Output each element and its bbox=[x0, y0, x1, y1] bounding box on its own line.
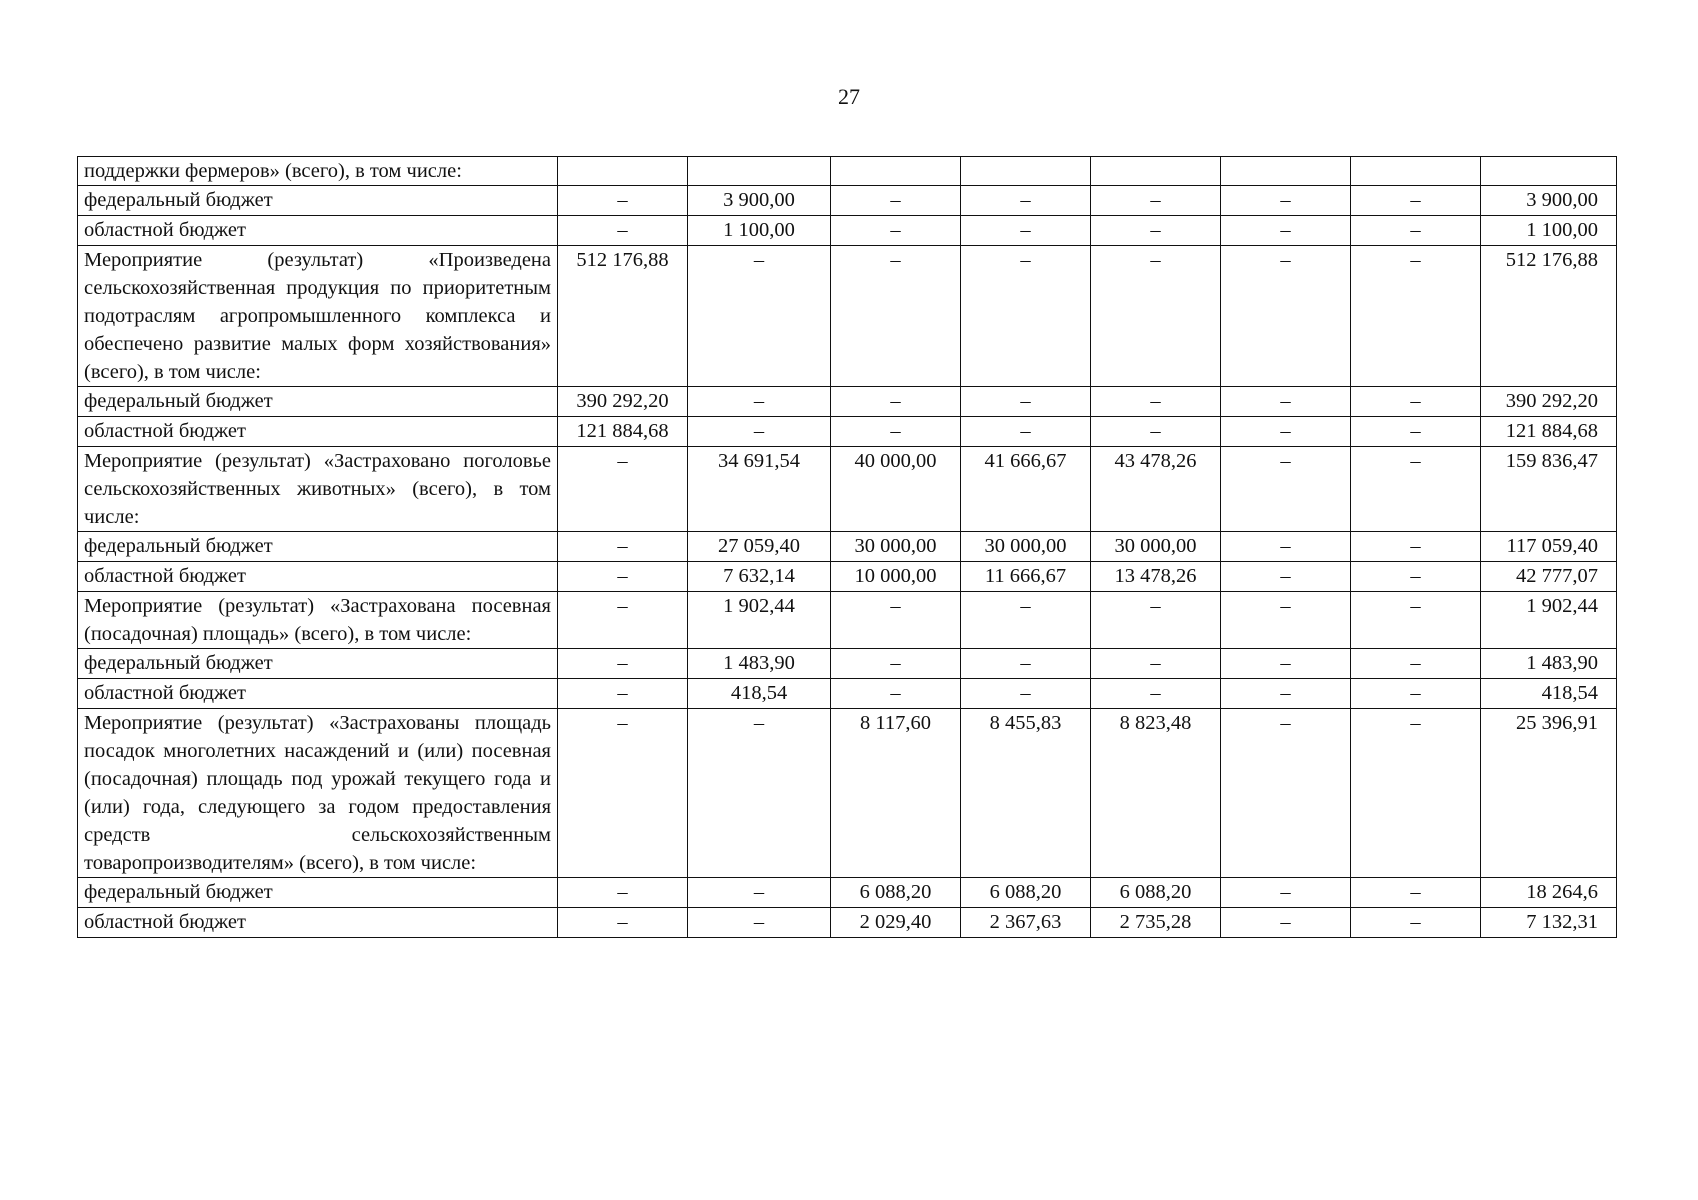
row-label: областной бюджет bbox=[78, 216, 558, 246]
value-cell: 2 735,28 bbox=[1091, 908, 1221, 938]
value-cell: – bbox=[1351, 679, 1481, 709]
total-cell: 1 902,44 bbox=[1481, 592, 1617, 649]
value-cell: – bbox=[558, 679, 688, 709]
value-cell bbox=[558, 157, 688, 186]
value-cell: – bbox=[1351, 878, 1481, 908]
value-cell bbox=[1351, 157, 1481, 186]
value-cell: – bbox=[1351, 447, 1481, 532]
table-row bbox=[78, 216, 1617, 246]
value-cell: 2 367,63 bbox=[961, 908, 1091, 938]
row-label: областной бюджет bbox=[78, 562, 558, 592]
value-cell: 41 666,67 bbox=[961, 447, 1091, 532]
value-cell: 40 000,00 bbox=[831, 447, 961, 532]
value-cell: – bbox=[1091, 186, 1221, 216]
row-label: федеральный бюджет bbox=[78, 878, 558, 908]
value-cell: 13 478,26 bbox=[1091, 562, 1221, 592]
value-cell: – bbox=[558, 562, 688, 592]
value-cell: 7 632,14 bbox=[688, 562, 831, 592]
value-cell: – bbox=[558, 186, 688, 216]
value-cell: – bbox=[558, 532, 688, 562]
row-label: областной бюджет bbox=[78, 679, 558, 709]
table-row bbox=[78, 186, 1617, 216]
value-cell: – bbox=[961, 592, 1091, 649]
value-cell: – bbox=[1351, 649, 1481, 679]
value-cell: 8 823,48 bbox=[1091, 709, 1221, 878]
total-cell: 3 900,00 bbox=[1481, 186, 1617, 216]
value-cell: – bbox=[688, 387, 831, 417]
row-label: федеральный бюджет bbox=[78, 186, 558, 216]
table-row bbox=[78, 417, 1617, 447]
value-cell: – bbox=[1351, 592, 1481, 649]
row-label: поддержки фермеров» (всего), в том числе: bbox=[78, 157, 558, 186]
value-cell: 34 691,54 bbox=[688, 447, 831, 532]
value-cell: – bbox=[558, 649, 688, 679]
value-cell bbox=[831, 157, 961, 186]
table-row bbox=[78, 592, 1617, 649]
value-cell: – bbox=[558, 216, 688, 246]
table-row bbox=[78, 157, 1617, 186]
value-cell: – bbox=[1221, 417, 1351, 447]
value-cell: 390 292,20 bbox=[558, 387, 688, 417]
table-row bbox=[78, 387, 1617, 417]
value-cell: – bbox=[1221, 562, 1351, 592]
value-cell: 10 000,00 bbox=[831, 562, 961, 592]
value-cell: – bbox=[1351, 908, 1481, 938]
value-cell: – bbox=[831, 216, 961, 246]
value-cell: 8 455,83 bbox=[961, 709, 1091, 878]
value-cell: – bbox=[831, 592, 961, 649]
row-label: федеральный бюджет bbox=[78, 649, 558, 679]
total-cell: 25 396,91 bbox=[1481, 709, 1617, 878]
value-cell: – bbox=[831, 417, 961, 447]
value-cell: 11 666,67 bbox=[961, 562, 1091, 592]
total-cell: 1 483,90 bbox=[1481, 649, 1617, 679]
value-cell: – bbox=[1221, 532, 1351, 562]
value-cell: – bbox=[1221, 592, 1351, 649]
value-cell: – bbox=[1351, 246, 1481, 387]
value-cell: 6 088,20 bbox=[961, 878, 1091, 908]
table-row bbox=[78, 649, 1617, 679]
total-cell: 512 176,88 bbox=[1481, 246, 1617, 387]
value-cell bbox=[1221, 157, 1351, 186]
total-cell: 418,54 bbox=[1481, 679, 1617, 709]
value-cell: – bbox=[558, 908, 688, 938]
value-cell: – bbox=[1091, 679, 1221, 709]
value-cell: 27 059,40 bbox=[688, 532, 831, 562]
total-cell: 121 884,68 bbox=[1481, 417, 1617, 447]
value-cell: – bbox=[688, 417, 831, 447]
budget-table-body bbox=[78, 157, 1617, 938]
value-cell: – bbox=[1351, 387, 1481, 417]
total-cell: 390 292,20 bbox=[1481, 387, 1617, 417]
value-cell: – bbox=[688, 246, 831, 387]
page-number: 27 bbox=[838, 84, 860, 109]
value-cell: – bbox=[1091, 592, 1221, 649]
value-cell bbox=[1091, 157, 1221, 186]
value-cell: – bbox=[1221, 649, 1351, 679]
row-label: федеральный бюджет bbox=[78, 532, 558, 562]
value-cell: 8 117,60 bbox=[831, 709, 961, 878]
value-cell: – bbox=[1221, 216, 1351, 246]
value-cell: – bbox=[1091, 246, 1221, 387]
value-cell: – bbox=[831, 679, 961, 709]
value-cell: 2 029,40 bbox=[831, 908, 961, 938]
value-cell: – bbox=[1091, 216, 1221, 246]
value-cell: – bbox=[1091, 417, 1221, 447]
total-cell: 42 777,07 bbox=[1481, 562, 1617, 592]
value-cell: – bbox=[1221, 908, 1351, 938]
table-row bbox=[78, 878, 1617, 908]
row-label: федеральный бюджет bbox=[78, 387, 558, 417]
value-cell: – bbox=[1221, 246, 1351, 387]
table-row bbox=[78, 679, 1617, 709]
value-cell: 43 478,26 bbox=[1091, 447, 1221, 532]
value-cell: 30 000,00 bbox=[831, 532, 961, 562]
row-label: Мероприятие (результат) «Застрахована посевная (посадочная) площадь» (всего), в том числе: bbox=[78, 592, 558, 649]
total-cell: 18 264,6 bbox=[1481, 878, 1617, 908]
total-cell bbox=[1481, 157, 1617, 186]
value-cell: – bbox=[1221, 387, 1351, 417]
value-cell: – bbox=[688, 709, 831, 878]
row-label: областной бюджет bbox=[78, 908, 558, 938]
row-label: Мероприятие (результат) «Произведена сельскохозяйственная продукция по приоритетным подотраслям агропромышленного комплекса и обеспечено развитие малых форм хозяйствования» (всего), в том числе: bbox=[78, 246, 558, 387]
total-cell: 159 836,47 bbox=[1481, 447, 1617, 532]
value-cell: – bbox=[1351, 216, 1481, 246]
value-cell: 418,54 bbox=[688, 679, 831, 709]
value-cell: 30 000,00 bbox=[961, 532, 1091, 562]
value-cell: – bbox=[1351, 186, 1481, 216]
value-cell: – bbox=[688, 908, 831, 938]
value-cell: – bbox=[558, 878, 688, 908]
value-cell: – bbox=[688, 878, 831, 908]
table-row bbox=[78, 709, 1617, 878]
value-cell: – bbox=[961, 649, 1091, 679]
value-cell: – bbox=[1091, 649, 1221, 679]
value-cell: – bbox=[961, 186, 1091, 216]
value-cell: – bbox=[831, 186, 961, 216]
value-cell: 1 902,44 bbox=[688, 592, 831, 649]
total-cell: 117 059,40 bbox=[1481, 532, 1617, 562]
value-cell: – bbox=[961, 216, 1091, 246]
value-cell bbox=[688, 157, 831, 186]
value-cell: – bbox=[1221, 447, 1351, 532]
value-cell: 6 088,20 bbox=[831, 878, 961, 908]
value-cell: – bbox=[1221, 186, 1351, 216]
value-cell: – bbox=[831, 246, 961, 387]
value-cell: 30 000,00 bbox=[1091, 532, 1221, 562]
value-cell: 512 176,88 bbox=[558, 246, 688, 387]
value-cell: – bbox=[1351, 532, 1481, 562]
value-cell: 1 100,00 bbox=[688, 216, 831, 246]
value-cell: – bbox=[1221, 679, 1351, 709]
value-cell: – bbox=[1221, 709, 1351, 878]
table-row bbox=[78, 447, 1617, 532]
value-cell bbox=[961, 157, 1091, 186]
value-cell: – bbox=[1351, 562, 1481, 592]
table-row bbox=[78, 532, 1617, 562]
row-label: Мероприятие (результат) «Застрахованы площадь посадок многолетних насаждений и (или) посевная (посадочная) площадь под урожай текущего года и (или) года, следующего за годом предоставления средств сельскохозяйственным товаропроизводителям» (всего), в том числе: bbox=[78, 709, 558, 878]
value-cell: 3 900,00 bbox=[688, 186, 831, 216]
value-cell: – bbox=[961, 679, 1091, 709]
value-cell: 1 483,90 bbox=[688, 649, 831, 679]
value-cell: – bbox=[1351, 417, 1481, 447]
value-cell: – bbox=[961, 417, 1091, 447]
value-cell: – bbox=[961, 246, 1091, 387]
value-cell: – bbox=[1351, 709, 1481, 878]
value-cell: – bbox=[558, 709, 688, 878]
budget-table bbox=[77, 156, 1617, 938]
total-cell: 1 100,00 bbox=[1481, 216, 1617, 246]
value-cell: – bbox=[831, 387, 961, 417]
value-cell: – bbox=[1221, 878, 1351, 908]
value-cell: – bbox=[831, 649, 961, 679]
value-cell: 6 088,20 bbox=[1091, 878, 1221, 908]
total-cell: 7 132,31 bbox=[1481, 908, 1617, 938]
table-row bbox=[78, 908, 1617, 938]
value-cell: – bbox=[558, 592, 688, 649]
value-cell: – bbox=[1091, 387, 1221, 417]
value-cell: 121 884,68 bbox=[558, 417, 688, 447]
row-label: Мероприятие (результат) «Застраховано поголовье сельскохозяйственных животных» (всего), в том числе: bbox=[78, 447, 558, 532]
table-row bbox=[78, 562, 1617, 592]
row-label: областной бюджет bbox=[78, 417, 558, 447]
value-cell: – bbox=[961, 387, 1091, 417]
value-cell: – bbox=[558, 447, 688, 532]
table-row bbox=[78, 246, 1617, 387]
